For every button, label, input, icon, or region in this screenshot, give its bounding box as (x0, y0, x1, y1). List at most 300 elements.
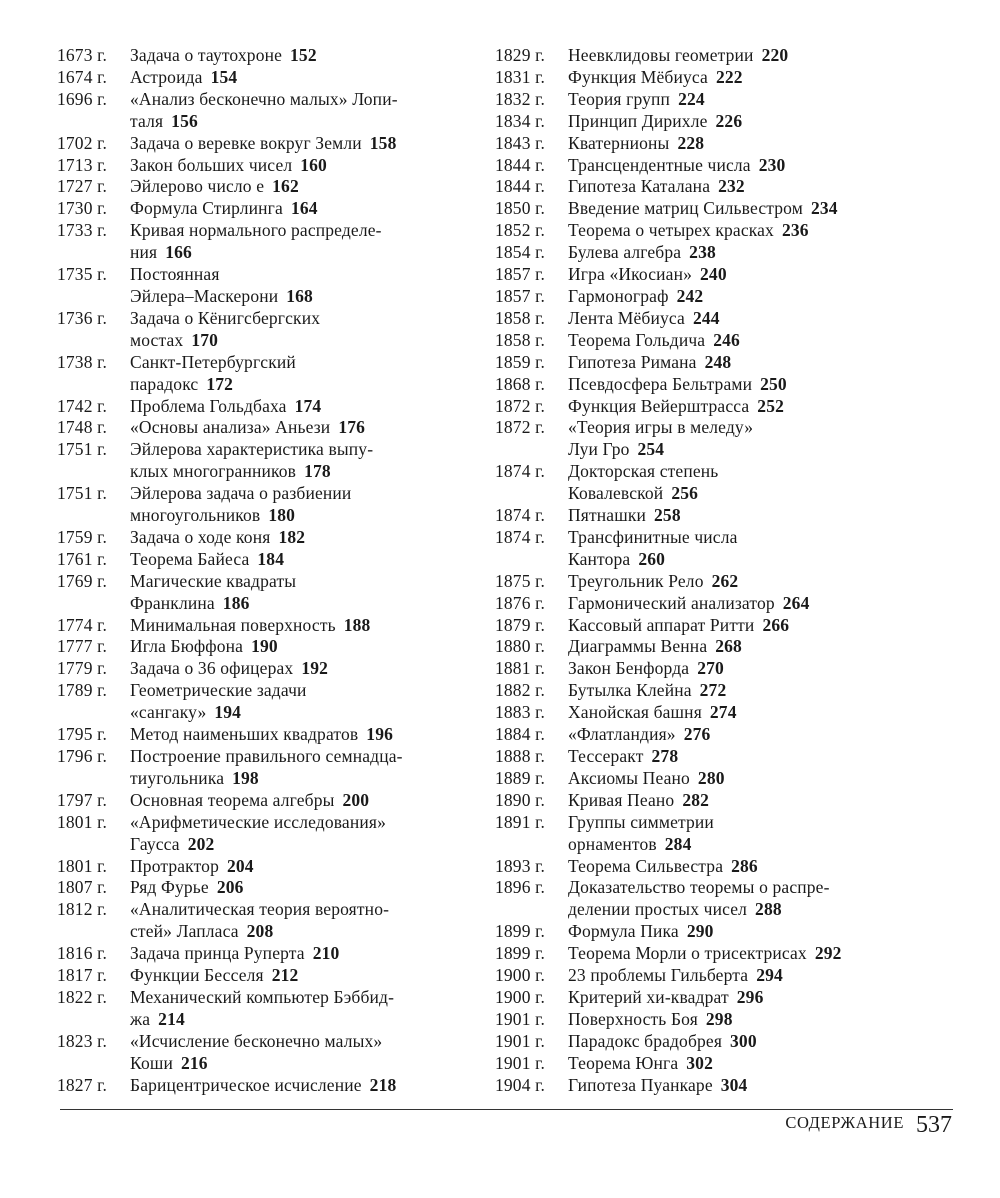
entry-page-number: 290 (686, 921, 714, 942)
toc-entry (57, 308, 472, 352)
entry-title-line (130, 680, 472, 702)
entry-title: Эйлерова задача о разбиении (130, 483, 352, 504)
entry-page-number: 266 (762, 614, 790, 635)
toc-entry (495, 1053, 910, 1075)
entry-title-line (130, 461, 472, 483)
entry-title-line (130, 133, 472, 155)
entry-title-line (130, 834, 472, 856)
entry-title-line (130, 702, 472, 724)
entry-title: Задача принца Руперта (130, 943, 305, 964)
entry-title: Введение матриц Сильвестром (568, 198, 803, 219)
entry-year: 1807 г. (57, 877, 108, 898)
toc-entry (495, 155, 910, 177)
toc-entry (495, 417, 910, 461)
entry-title: Тессеракт (568, 746, 644, 766)
entry-title-line (568, 812, 910, 834)
entry-year: 1761 г. (57, 548, 108, 569)
entry-year: 1872 г. (495, 395, 546, 416)
entry-title: Булева алгебра (568, 242, 682, 263)
entry-page-number: 152 (290, 45, 317, 65)
entry-page-number: 258 (654, 505, 681, 526)
entry-year: 1874 г. (495, 461, 546, 482)
toc-entry (57, 198, 472, 220)
entry-page-number: 180 (268, 505, 296, 526)
entry-year: 1823 г. (57, 1030, 108, 1051)
entry-title-line (568, 899, 910, 921)
entry-title: Докторская степень (568, 461, 719, 482)
entry-year: 1812 г. (57, 899, 108, 920)
entry-title: Ряд Фурье (130, 877, 209, 898)
entry-year: 1854 г. (495, 242, 546, 263)
toc-entry (495, 812, 910, 856)
entry-title: Бутылка Клейна (568, 680, 692, 701)
entry-title: парадокс (130, 373, 199, 394)
entry-title: Метод наименьших квадратов (130, 724, 359, 745)
toc-entry (57, 89, 472, 133)
entry-title: Парадокс брадобрея (568, 1030, 723, 1051)
entry-year: 1789 г. (57, 680, 108, 701)
entry-year: 1816 г. (57, 943, 108, 964)
entry-page-number: 220 (761, 45, 789, 65)
entry-title: Санкт-Петербургский (130, 351, 296, 372)
entry-page-number: 256 (671, 483, 699, 504)
entry-title: Эйлерова характеристика выпу- (130, 439, 374, 460)
entry-title-line (130, 1009, 472, 1031)
entry-title: Задача о ходе коня (130, 526, 271, 547)
entry-title-line (130, 286, 472, 308)
entry-year: 1900 г. (495, 986, 546, 1007)
entry-title: Доказательство теоремы о распре- (568, 877, 830, 898)
entry-title-line (130, 527, 472, 549)
entry-page-number: 302 (686, 1052, 713, 1073)
entry-year: 1858 г. (495, 307, 546, 328)
entry-page-number: 282 (682, 789, 710, 810)
entry-title: Теорема Байеса (130, 548, 250, 569)
toc-entry (57, 746, 472, 790)
entry-title-line (130, 352, 472, 374)
entry-title-line (130, 658, 472, 680)
entry-page-number: 226 (715, 110, 743, 131)
entry-title: Закон Бенфорда (568, 658, 690, 679)
entry-title: мостах (130, 329, 184, 350)
entry-page-number: 262 (711, 570, 739, 591)
entry-title: делении простых чисел (568, 899, 748, 920)
entry-page-number: 284 (664, 833, 692, 854)
toc-entry (57, 658, 472, 680)
entry-title-line (130, 593, 472, 615)
entry-title-line (130, 67, 472, 89)
entry-year: 1673 г. (57, 45, 108, 65)
toc-entry (495, 1075, 910, 1097)
toc-entry (57, 943, 472, 965)
toc-entry (57, 396, 472, 418)
entry-year: 1777 г. (57, 636, 108, 657)
entry-page-number: 216 (181, 1052, 208, 1073)
entry-page-number: 166 (165, 242, 192, 263)
entry-title-line (568, 417, 910, 439)
entry-title-line (130, 505, 472, 527)
entry-title: Постоянная (130, 264, 220, 285)
entry-page-number: 184 (257, 548, 285, 569)
entry-title-line (568, 987, 910, 1009)
toc-entry (495, 877, 910, 921)
entry-page-number: 254 (637, 439, 665, 460)
entry-page-number: 202 (187, 833, 215, 854)
entry-year: 1774 г. (57, 614, 108, 635)
entry-title-line (568, 67, 910, 89)
entry-page-number: 200 (342, 789, 370, 810)
entry-page-number: 214 (158, 1008, 185, 1029)
entry-year: 1796 г. (57, 746, 108, 766)
entry-title: Коши (130, 1052, 173, 1073)
entry-year: 1795 г. (57, 724, 108, 745)
toc-entry (57, 176, 472, 198)
entry-year: 1735 г. (57, 264, 108, 285)
toc-entry (57, 790, 472, 812)
entry-title: Критерий хи-квадрат (568, 986, 729, 1007)
entry-page-number: 156 (171, 110, 198, 131)
entry-title-line (568, 111, 910, 133)
entry-title-line (568, 461, 910, 483)
entry-title-line (130, 417, 472, 439)
entry-page-number: 268 (715, 636, 742, 657)
entry-title: Игра «Икосиан» (568, 264, 693, 285)
entry-title-line (130, 242, 472, 264)
toc-entry (495, 746, 910, 768)
footer-rule (60, 1109, 953, 1110)
entry-year: 1901 г. (495, 1052, 546, 1073)
entry-title-line (130, 899, 472, 921)
entry-year: 1713 г. (57, 154, 108, 175)
entry-year: 1857 г. (495, 264, 546, 285)
entry-title-line (568, 527, 910, 549)
entry-year: 1702 г. (57, 132, 108, 153)
entry-title-line (130, 856, 472, 878)
entry-title-line (568, 615, 910, 637)
entry-year: 1674 г. (57, 66, 108, 87)
entry-title-line (568, 352, 910, 374)
entry-page-number: 242 (676, 285, 704, 306)
entry-page-number: 192 (301, 658, 329, 679)
entry-title: Геометрические задачи (130, 680, 307, 701)
entry-title-line (568, 593, 910, 615)
entry-year: 1893 г. (495, 855, 546, 876)
entry-page-number: 210 (312, 943, 340, 964)
toc-entry (495, 374, 910, 396)
entry-title: «Анализ бесконечно малых» Лопи- (130, 88, 398, 109)
page-number: 537 (916, 1112, 952, 1138)
entry-year: 1742 г. (57, 395, 108, 416)
toc-entry (495, 176, 910, 198)
toc-entry (495, 1031, 910, 1053)
toc-entry (495, 242, 910, 264)
toc-entry (495, 264, 910, 286)
entry-title: Теорема Сильвестра (568, 855, 724, 876)
entry-year: 1881 г. (495, 658, 546, 679)
entry-title-line (568, 1031, 910, 1053)
toc-entry (495, 286, 910, 308)
toc-entry (57, 439, 472, 483)
entry-year: 1832 г. (495, 88, 546, 109)
toc-entry (495, 593, 910, 615)
entry-title: многоугольников (130, 505, 261, 526)
entry-page-number: 238 (689, 242, 716, 263)
entry-page-number: 194 (214, 702, 242, 723)
entry-page-number: 208 (246, 921, 274, 942)
entry-year: 1779 г. (57, 658, 108, 679)
entry-year: 1822 г. (57, 986, 108, 1007)
toc-entry (57, 680, 472, 724)
entry-title-line (568, 330, 910, 352)
entry-year: 1834 г. (495, 110, 546, 131)
toc-entry (57, 352, 472, 396)
entry-title-line (130, 987, 472, 1009)
entry-title-line (568, 1009, 910, 1031)
entry-page-number: 206 (216, 877, 244, 898)
entry-page-number: 304 (720, 1074, 748, 1095)
entry-title: Псевдосфера Бельтрами (568, 373, 753, 394)
entry-year: 1900 г. (495, 965, 546, 986)
entry-year: 1891 г. (495, 811, 546, 832)
entry-year: 1817 г. (57, 965, 108, 986)
entry-title: Кассовый аппарат Ритти (568, 614, 755, 635)
entry-title: жа (130, 1008, 151, 1029)
entry-title: Ковалевской (568, 483, 664, 504)
toc-entry (495, 943, 910, 965)
entry-title-line (568, 790, 910, 812)
entry-title-line (130, 198, 472, 220)
entry-page-number: 300 (730, 1030, 757, 1051)
entry-title-line (568, 768, 910, 790)
entry-title: Диаграммы Венна (568, 636, 708, 657)
entry-page-number: 234 (810, 198, 838, 219)
entry-title: Аксиомы Пеано (568, 767, 690, 788)
entry-title-line (568, 242, 910, 264)
entry-page-number: 174 (294, 395, 322, 416)
entry-title: Гаусса (130, 833, 180, 854)
toc-entry (57, 899, 472, 943)
entry-title-line (130, 812, 472, 834)
toc-entry (495, 636, 910, 658)
entry-year: 1844 г. (495, 176, 546, 197)
entry-page-number: 274 (709, 702, 737, 723)
entry-title-line (568, 286, 910, 308)
entry-page-number: 186 (222, 592, 250, 613)
entry-title-line (130, 549, 472, 571)
entry-title-line (568, 1053, 910, 1075)
entry-page-number: 178 (304, 461, 331, 482)
entry-year: 1727 г. (57, 176, 108, 197)
entry-year: 1888 г. (495, 746, 546, 766)
toc-entry (57, 417, 472, 439)
entry-title: Задача о Кёнигсбергских (130, 307, 321, 328)
toc-entry (495, 1009, 910, 1031)
toc-entry (57, 636, 472, 658)
entry-year: 1876 г. (495, 592, 546, 613)
toc-entry (495, 680, 910, 702)
entry-title: Протрактор (130, 855, 219, 876)
entry-title-line (130, 155, 472, 177)
entry-title: Гипотеза Пуанкаре (568, 1074, 713, 1095)
entry-title-line (130, 308, 472, 330)
entry-title-line (130, 790, 472, 812)
entry-page-number: 162 (272, 176, 299, 197)
entry-title-line (568, 220, 910, 242)
entry-page-number: 292 (814, 943, 842, 964)
entry-title: Барицентрическое исчисление (130, 1074, 362, 1095)
entry-title: «Флатландия» (568, 724, 676, 745)
entry-year: 1875 г. (495, 570, 546, 591)
entry-title-line (568, 45, 910, 67)
entry-page-number: 294 (756, 965, 783, 986)
entry-page-number: 164 (290, 198, 318, 219)
entry-page-number: 246 (713, 329, 740, 350)
entry-year: 1797 г. (57, 789, 108, 810)
entry-year: 1827 г. (57, 1074, 108, 1095)
entry-title-line (130, 1075, 472, 1097)
entry-page-number: 222 (715, 66, 743, 87)
entry-title: Кантора (568, 548, 631, 569)
entry-page-number: 176 (338, 417, 366, 438)
toc-entry (495, 67, 910, 89)
entry-title: Теорема Юнга (568, 1052, 679, 1073)
page-footer (785, 1112, 952, 1139)
entry-title: Гипотеза Римана (568, 351, 697, 372)
entry-title: Формула Пика (568, 921, 679, 942)
entry-title-line (568, 1075, 910, 1097)
entry-title: Астроида (130, 66, 203, 87)
toc-entry (495, 702, 910, 724)
entry-title-line (568, 439, 910, 461)
entry-year: 1843 г. (495, 132, 546, 153)
entry-title-line (130, 374, 472, 396)
entry-title: Механический компьютер Бэббид- (130, 986, 395, 1007)
toc-entry (495, 461, 910, 505)
toc-entry (495, 724, 910, 746)
entry-year: 1759 г. (57, 526, 108, 547)
entry-title-line (568, 943, 910, 965)
toc-entry (57, 987, 472, 1031)
entry-title: Теория групп (568, 88, 671, 109)
toc-entry (57, 812, 472, 856)
entry-year: 1844 г. (495, 154, 546, 175)
entry-year: 1858 г. (495, 329, 546, 350)
entry-title: Формула Стирлинга (130, 198, 283, 219)
entry-year: 1730 г. (57, 198, 108, 219)
toc-entry (495, 790, 910, 812)
entry-title: Задача о 36 офицерах (130, 658, 294, 679)
entry-page-number: 204 (226, 855, 254, 876)
entry-page-number: 248 (704, 351, 732, 372)
entry-title: Задача о веревке вокруг Земли (130, 132, 362, 153)
toc-entry (495, 220, 910, 242)
entry-year: 1857 г. (495, 285, 546, 306)
toc-entry (495, 965, 910, 987)
entry-title: Принцип Дирихле (568, 110, 708, 131)
toc-entry (57, 856, 472, 878)
entry-title: Франклина (130, 592, 215, 613)
entry-page-number: 196 (366, 724, 393, 745)
entry-title: «Основы анализа» Аньези (130, 417, 331, 438)
entry-title-line (130, 111, 472, 133)
entry-year: 1751 г. (57, 439, 108, 460)
entry-page-number: 298 (705, 1008, 733, 1029)
toc-entry (495, 856, 910, 878)
entry-title-line (568, 155, 910, 177)
entry-year: 1748 г. (57, 417, 108, 438)
entry-year: 1883 г. (495, 702, 546, 723)
entry-page-number: 224 (678, 88, 705, 109)
entry-title: «Аналитическая теория вероятно- (130, 899, 390, 920)
entry-title-line (130, 724, 472, 746)
toc-entry (495, 505, 910, 527)
entry-page-number: 296 (736, 986, 764, 1007)
toc-column-left (57, 45, 472, 1097)
entry-page-number: 188 (343, 614, 371, 635)
entry-title: таля (130, 110, 164, 131)
entry-title: Теорема Гольдича (568, 329, 706, 350)
toc-entry (495, 396, 910, 418)
entry-page-number: 154 (210, 66, 238, 87)
entry-title: Гипотеза Каталана (568, 176, 711, 197)
entry-title-line (568, 89, 910, 111)
entry-title-line (568, 176, 910, 198)
entry-title: Треугольник Рело (568, 570, 704, 591)
entry-title-line (568, 374, 910, 396)
entry-title-line (568, 658, 910, 680)
entry-year: 1738 г. (57, 351, 108, 372)
entry-page-number: 276 (683, 724, 711, 745)
entry-page-number: 232 (718, 176, 745, 197)
entry-title: Неевклидовы геометрии (568, 45, 754, 65)
entry-title: Трансфинитные числа (568, 526, 738, 547)
entry-title: 23 проблемы Гильберта (568, 965, 749, 986)
entry-year: 1882 г. (495, 680, 546, 701)
entry-title-line (568, 571, 910, 593)
entry-title-line (568, 965, 910, 987)
entry-title: тиугольника (130, 767, 225, 788)
entry-title-line (568, 264, 910, 286)
toc-entry (57, 615, 472, 637)
entry-title-line (568, 396, 910, 418)
entry-title: Функции Бесселя (130, 965, 264, 986)
entry-title: Лента Мёбиуса (568, 307, 685, 328)
entry-title-line (568, 636, 910, 658)
toc-column-right (495, 45, 910, 1097)
entry-page-number: 158 (369, 132, 397, 153)
toc-entry (57, 483, 472, 527)
toc-entry (57, 220, 472, 264)
entry-page-number: 244 (692, 307, 720, 328)
entry-page-number: 288 (755, 899, 782, 920)
entry-title: Минимальная поверхность (130, 614, 336, 635)
entry-title: Проблема Гольдбаха (130, 395, 287, 416)
entry-year: 1899 г. (495, 943, 546, 964)
entry-page-number: 264 (782, 592, 810, 613)
entry-year: 1751 г. (57, 483, 108, 504)
entry-title-line (568, 877, 910, 899)
entry-page-number: 170 (191, 329, 219, 350)
entry-title-line (130, 439, 472, 461)
entry-year: 1850 г. (495, 198, 546, 219)
entry-title-line (568, 308, 910, 330)
entry-title: Пятнашки (568, 505, 647, 526)
entry-year: 1901 г. (495, 1030, 546, 1051)
entry-page-number: 198 (232, 767, 259, 788)
entry-year: 1874 г. (495, 526, 546, 547)
toc-entry (495, 658, 910, 680)
entry-page-number: 236 (781, 220, 809, 241)
